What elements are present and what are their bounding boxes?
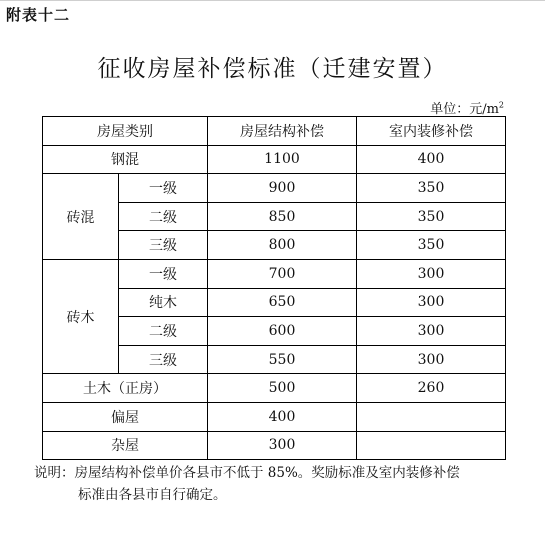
- table-row: [43, 431, 506, 460]
- footnote-line-1: 说明：房屋结构补偿单价各县市不低于 85%。奖励标准及室内装修补偿: [34, 465, 460, 481]
- category-label: 砖木: [43, 259, 119, 373]
- structure-value: 500: [208, 374, 357, 403]
- structure-value: 550: [208, 345, 357, 374]
- top-rule: [0, 0, 545, 1]
- grade-label: 三级: [119, 231, 208, 260]
- decoration-value: 300: [357, 317, 506, 346]
- structure-value: 600: [208, 317, 357, 346]
- structure-value: 400: [208, 402, 357, 431]
- structure-value: 900: [208, 174, 357, 203]
- decoration-value: 300: [357, 259, 506, 288]
- structure-value: 300: [208, 431, 357, 460]
- row-label: 偏屋: [43, 402, 208, 431]
- category-label: 砖混: [43, 174, 119, 260]
- unit-label: [430, 98, 504, 117]
- table-row: [43, 174, 506, 203]
- row-label: 钢混: [43, 145, 208, 174]
- unit-superscript: 2: [498, 100, 504, 110]
- grade-label: 一级: [119, 174, 208, 203]
- table-row: [43, 374, 506, 403]
- grade-label: 二级: [119, 317, 208, 346]
- structure-value: 800: [208, 231, 357, 260]
- appendix-label: 附表十二: [6, 6, 71, 24]
- structure-value: 1100: [208, 145, 357, 174]
- decoration-value: [357, 431, 506, 460]
- footnote-line-2: 标准由各县市自行确定。: [78, 487, 227, 503]
- header-decoration: 室内装修补偿: [357, 117, 506, 146]
- grade-label: 一级: [119, 259, 208, 288]
- header-type: 房屋类别: [43, 117, 208, 146]
- row-label: 土木（正房）: [43, 374, 208, 403]
- header-structure: 房屋结构补偿: [208, 117, 357, 146]
- decoration-value: 300: [357, 288, 506, 317]
- grade-label: 三级: [119, 345, 208, 374]
- table-row: [43, 145, 506, 174]
- page-title: 征收房屋补偿标准（迁建安置）: [97, 56, 448, 82]
- structure-value: 700: [208, 259, 357, 288]
- grade-label: 二级: [119, 202, 208, 231]
- structure-value: 650: [208, 288, 357, 317]
- decoration-value: 350: [357, 231, 506, 260]
- table-row: [43, 402, 506, 431]
- grade-label: 纯木: [119, 288, 208, 317]
- decoration-value: [357, 402, 506, 431]
- table-header-row: [43, 117, 506, 146]
- decoration-value: 400: [357, 145, 506, 174]
- table-row: [43, 259, 506, 288]
- decoration-value: 260: [357, 374, 506, 403]
- decoration-value: 300: [357, 345, 506, 374]
- row-label: 杂屋: [43, 431, 208, 460]
- decoration-value: 350: [357, 202, 506, 231]
- footnote: [34, 462, 514, 506]
- structure-value: 850: [208, 202, 357, 231]
- decoration-value: 350: [357, 174, 506, 203]
- compensation-table: [42, 116, 506, 460]
- unit-text: 单位：元/m: [430, 102, 499, 117]
